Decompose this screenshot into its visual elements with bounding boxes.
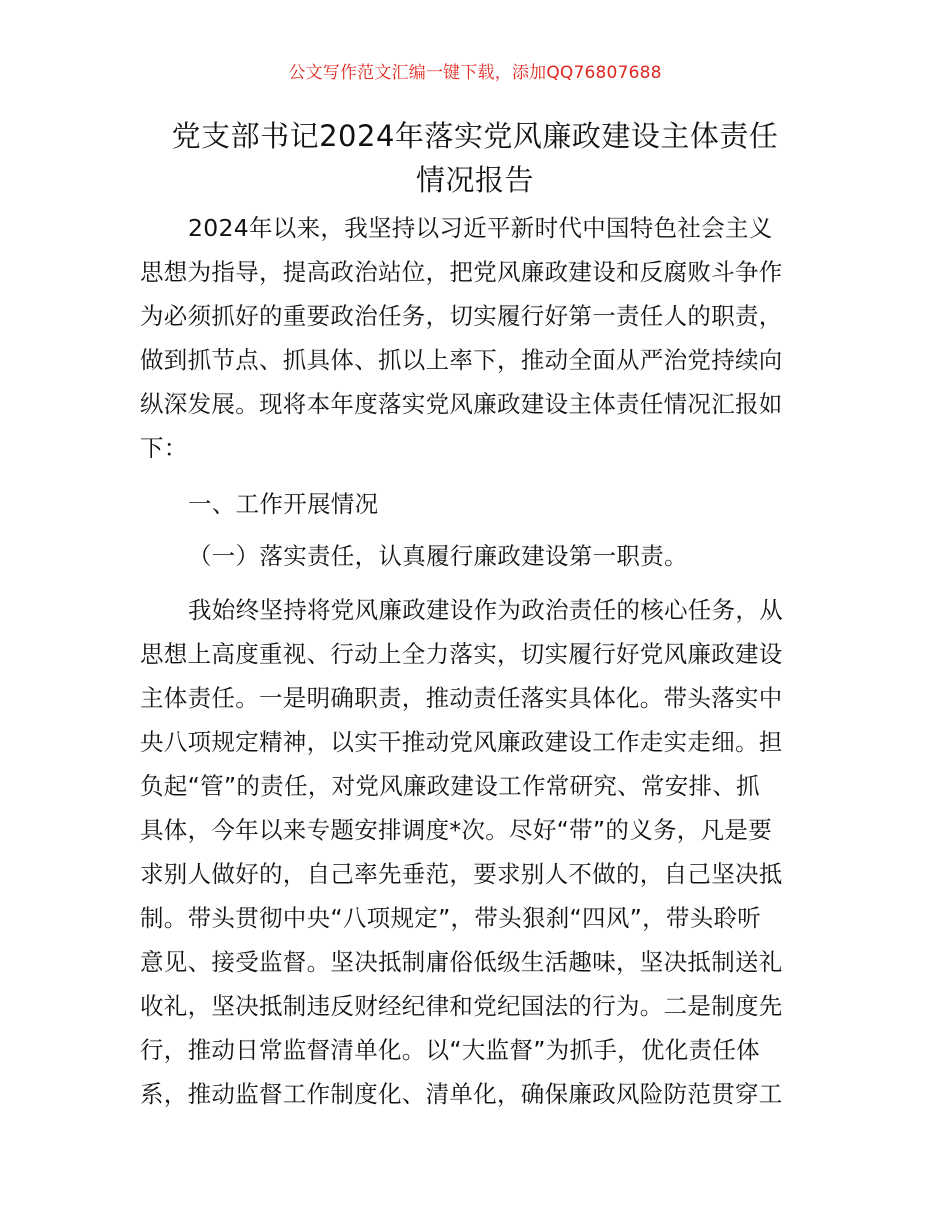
intro-line: 做到抓节点、抓具体、抓以上率下，推动全面从严治党持续向 xyxy=(140,346,783,374)
paragraph-line: 负起“管”的责任，对党风廉政建设工作常研究、常安排、抓 xyxy=(140,772,760,800)
intro-line: 思想为指导，提高政治站位，把党风廉政建设和反腐败斗争作 xyxy=(140,258,783,286)
document-title-line-2: 情况报告 xyxy=(415,163,534,197)
document-title-line-1: 党支部书记2024年落实党风廉政建设主体责任 xyxy=(171,119,779,153)
paragraph-line: 主体责任。一是明确职责，推动责任落实具体化。带头落实中 xyxy=(140,684,783,712)
paragraph-line: 我始终坚持将党风廉政建设作为政治责任的核心任务，从 xyxy=(188,596,783,624)
paragraph-line: 求别人做好的，自己率先垂范，要求别人不做的，自己坚决抵 xyxy=(140,860,783,888)
subsection-heading-text: （一）落实责任，认真履行廉政建设第一职责。 xyxy=(188,542,688,570)
intro-line: 纵深发展。现将本年度落实党风廉政建设主体责任情况汇报如 xyxy=(140,390,783,418)
paragraph-line: 收礼，坚决抵制违反财经纪律和党纪国法的行为。二是制度先 xyxy=(140,992,783,1020)
intro-line: 2024年以来，我坚持以习近平新时代中国特色社会主义 xyxy=(188,214,773,242)
paragraph-line: 系，推动监督工作制度化、清单化，确保廉政风险防范贯穿工 xyxy=(140,1080,783,1108)
section-heading-1 xyxy=(140,482,812,526)
paragraph-line: 思想上高度重视、行动上全力落实，切实履行好党风廉政建设 xyxy=(140,640,783,668)
intro-line: 下： xyxy=(140,434,188,462)
body-paragraph-2 xyxy=(140,588,812,1116)
paragraph-line: 央八项规定精神，以实干推动党风廉政建设工作走实走细。担 xyxy=(140,728,783,756)
watermark-banner: 公文写作范文汇编一键下载，添加QQ76807688 xyxy=(288,63,662,83)
paragraph-line: 具体，今年以来专题安排调度*次。尽好“带”的义务，凡是要 xyxy=(140,816,772,844)
intro-line: 为必须抓好的重要政治任务，切实履行好第一责任人的职责， xyxy=(140,302,783,330)
intro-paragraph xyxy=(140,206,812,470)
paragraph-line: 意见、接受监督。坚决抵制庸俗低级生活趣味，坚决抵制送礼 xyxy=(140,948,783,976)
paragraph-line: 行，推动日常监督清单化。以“大监督”为抓手，优化责任体 xyxy=(140,1036,760,1064)
section-heading-text: 一、工作开展情况 xyxy=(188,490,379,518)
subsection-heading-1 xyxy=(140,534,812,578)
paragraph-line: 制。带头贯彻中央“八项规定”，带头狠刹“四风”，带头聆听 xyxy=(140,904,762,932)
